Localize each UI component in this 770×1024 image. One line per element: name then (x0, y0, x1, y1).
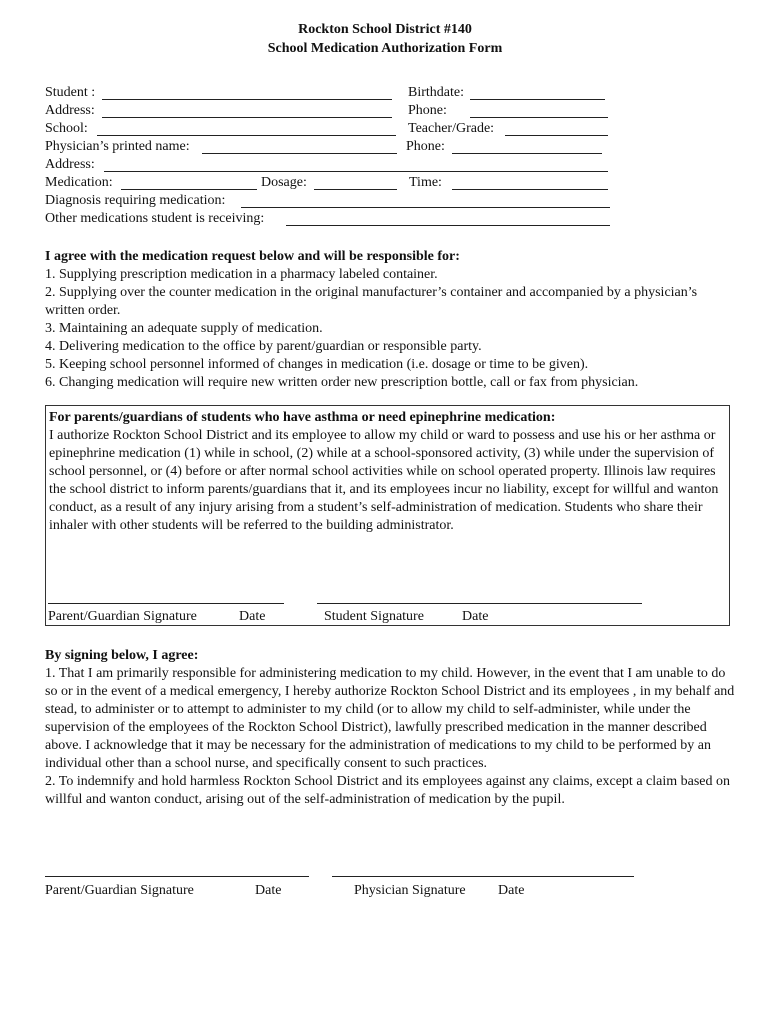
asthma-epinephrine-box (45, 405, 730, 626)
parent-date-label: Date (255, 883, 282, 898)
parent-signature-label: Parent/Guardian Signature (48, 609, 197, 624)
dosage-field[interactable] (314, 189, 397, 190)
student-label: Student : (45, 85, 96, 100)
responsibility-item: 3. Maintaining an adequate supply of medication. (45, 321, 323, 336)
consent-heading: By signing below, I agree: (45, 648, 199, 663)
medication-field[interactable] (121, 189, 257, 190)
birthdate-label: Birthdate: (408, 85, 464, 100)
form-title: School Medication Authorization Form (267, 41, 503, 56)
parent-signature-line[interactable] (45, 876, 309, 877)
student-signature-line[interactable] (317, 603, 642, 604)
physician-date-label: Date (498, 883, 525, 898)
responsibility-heading: I agree with the medication request below and will be responsible for: (45, 249, 460, 264)
school-field[interactable] (97, 135, 396, 136)
physician-address-field[interactable] (104, 171, 608, 172)
row-diagnosis (45, 192, 625, 210)
other-meds-field[interactable] (286, 225, 610, 226)
district-title: Rockton School District #140 (298, 22, 472, 37)
address-field[interactable] (102, 117, 392, 118)
school-label: School: (45, 121, 88, 136)
info-fields (45, 84, 625, 228)
responsibility-item: 1. Supplying prescription medication in a pharmacy labeled container. (45, 267, 438, 282)
row-physician (45, 138, 625, 156)
physician-signature-line[interactable] (332, 876, 634, 877)
responsibility-item: 5. Keeping school personnel informed of changes in medication (i.e. dosage or time to be given). (45, 357, 589, 372)
row-address (45, 102, 625, 120)
teacher-grade-label: Teacher/Grade: (408, 121, 495, 136)
student-date-label: Date (462, 609, 489, 624)
consent-item: 1. That I am primarily responsible for administering medication to my child. However, in the event that I am unable to do so or in the event of a medical emergency, I hereby authorize Rockton School District and its employees , in my behalf and stead, to administer or to attempt to administer to my child (or to allow my child to self-administer, while under the supervision of the employees of the Rockton School District), lawfully prescribed medication in the manner described above. I acknowledge that it may be necessary for the administration of medications to my child to be performed by an individual other than a school nurse, and specifically consent to such practices. (45, 666, 735, 771)
time-field[interactable] (452, 189, 608, 190)
phone-field[interactable] (470, 117, 608, 118)
row-medication (45, 174, 625, 192)
dosage-label: Dosage: (261, 175, 307, 190)
row-physician-address (45, 156, 625, 174)
student-signature-label: Student Signature (324, 609, 424, 624)
parent-signature-label: Parent/Guardian Signature (45, 883, 194, 898)
responsibility-item: 4. Delivering medication to the office by parent/guardian or responsible party. (45, 339, 482, 354)
asthma-box-text: I authorize Rockton School District and its employee to allow my child or ward to possess and use his or her asthma or epinephrine medication (1) while in school, (2) while at a school-sponsored activity, (3) while under the supervision of school personnel, or (4) before or after normal school activities while on school operated property. Illinois law requires the school district to inform parents/guardians that it, and its employees incur no liability, except for willful and wanton conduct, as a result of any injury arising from a student’s self-administration of medication. Students who share their inhaler with other students will be referred to the building administrator. (49, 428, 719, 533)
responsibility-section (45, 248, 735, 392)
phone-label: Phone: (408, 103, 447, 118)
asthma-box-heading: For parents/guardians of students who have asthma or need epinephrine medication: (49, 410, 556, 425)
time-label: Time: (409, 175, 442, 190)
diagnosis-field[interactable] (241, 207, 610, 208)
consent-section (45, 647, 735, 809)
physician-signature-label: Physician Signature (354, 883, 466, 898)
responsibility-item: 6. Changing medication will require new written order new prescription bottle, call or fax from physician. (45, 375, 639, 390)
birthdate-field[interactable] (470, 99, 605, 100)
physician-phone-label: Phone: (406, 139, 445, 154)
student-field[interactable] (102, 99, 392, 100)
physician-phone-field[interactable] (452, 153, 602, 154)
row-student (45, 84, 625, 102)
other-meds-label: Other medications student is receiving: (45, 211, 265, 226)
row-school (45, 120, 625, 138)
teacher-grade-field[interactable] (505, 135, 608, 136)
consent-item: 2. To indemnify and hold harmless Rockton School District and its employees against any claims, except a claim based on willful and wanton conduct, arising out of the self-administration of medication by the pupil. (45, 774, 731, 807)
address-label: Address: (45, 103, 95, 118)
medication-label: Medication: (45, 175, 113, 190)
parent-date-label: Date (239, 609, 266, 624)
row-other-meds (45, 210, 625, 228)
physician-name-label: Physician’s printed name: (45, 139, 190, 154)
physician-name-field[interactable] (202, 153, 397, 154)
physician-address-label: Address: (45, 157, 95, 172)
form-header (0, 20, 770, 58)
diagnosis-label: Diagnosis requiring medication: (45, 193, 226, 208)
parent-signature-line[interactable] (48, 603, 284, 604)
responsibility-item: 2. Supplying over the counter medication in the original manufacturer’s container and accompanied by a physician’s written order. (45, 285, 698, 318)
